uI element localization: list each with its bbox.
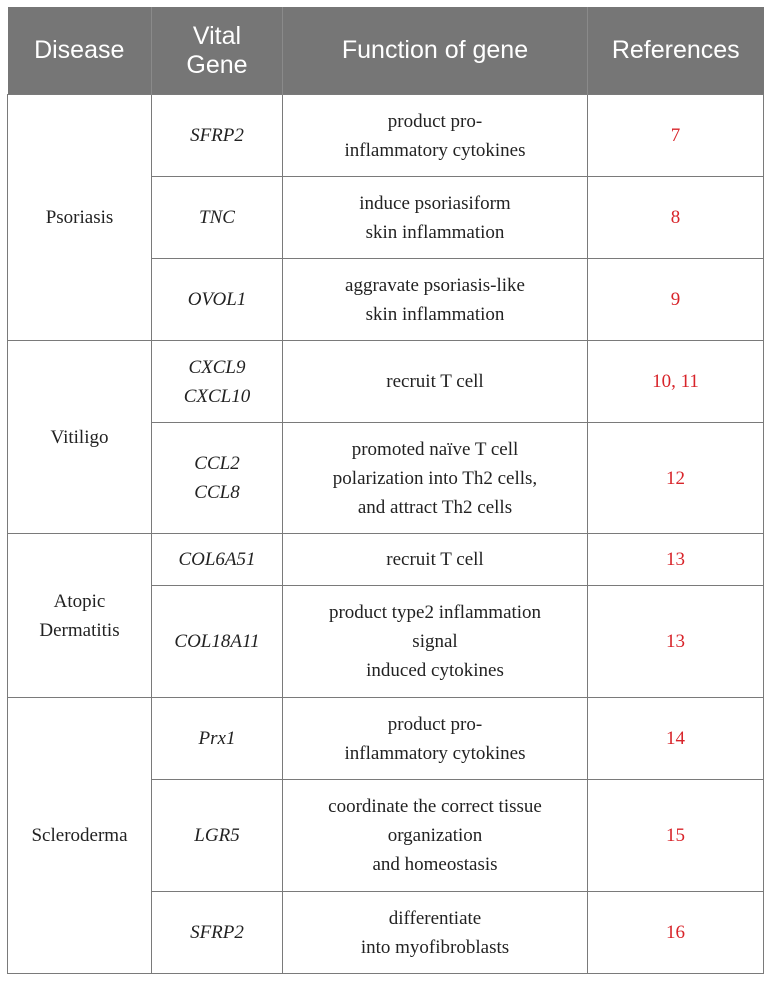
gene-name: COL18A11	[174, 631, 260, 652]
header-function: Function of gene	[283, 7, 588, 95]
header-row	[8, 7, 764, 95]
function-cell	[283, 341, 588, 423]
table-container	[7, 7, 764, 974]
gene-cell	[152, 780, 283, 892]
function-text-line: signal	[412, 631, 458, 652]
header-vital-gene-line: Vital	[192, 21, 242, 50]
table-body	[8, 95, 764, 974]
reference-link[interactable]: 10, 11	[588, 341, 764, 423]
disease-name-line: Atopic	[53, 590, 106, 612]
function-text-line: aggravate psoriasis-like	[345, 274, 525, 296]
disease-name-line: Psoriasis	[45, 207, 114, 228]
gene-cell	[152, 586, 283, 698]
gene-cell	[152, 341, 283, 423]
header-vital-gene	[152, 7, 283, 95]
function-cell	[283, 892, 588, 974]
disease-gene-table	[7, 7, 764, 974]
function-text-line: polarization into Th2 cells,	[332, 467, 538, 489]
function-text-line: inflammatory cytokines	[344, 139, 526, 161]
header-references: References	[588, 7, 764, 95]
function-text-line: inflammatory cytokines	[344, 742, 526, 764]
table-header	[8, 7, 764, 95]
reference-link[interactable]: 9	[588, 259, 764, 341]
function-text-line: recruit T cell	[386, 371, 484, 392]
gene-cell	[152, 95, 283, 177]
function-text-line: and attract Th2 cells	[357, 496, 513, 518]
header-disease: Disease	[8, 7, 152, 95]
function-cell	[283, 95, 588, 177]
function-cell	[283, 534, 588, 586]
table-row	[8, 341, 764, 423]
function-text-line: skin inflammation	[365, 221, 505, 243]
gene-name: LGR5	[194, 825, 240, 846]
function-text-line: coordinate the correct tissue	[328, 796, 542, 817]
disease-cell	[8, 95, 152, 341]
gene-name: CCL8	[194, 482, 240, 503]
gene-name: SFRP2	[190, 922, 244, 943]
gene-cell	[152, 423, 283, 534]
reference-link[interactable]: 12	[588, 423, 764, 534]
reference-link[interactable]: 16	[588, 892, 764, 974]
reference-link[interactable]: 15	[588, 780, 764, 892]
gene-name: CXCL9	[188, 356, 246, 378]
disease-cell	[8, 341, 152, 534]
function-text-line: product pro-	[387, 713, 483, 735]
gene-name: Prx1	[198, 728, 236, 749]
header-vital-gene-line: Gene	[186, 50, 248, 79]
gene-name: OVOL1	[187, 289, 247, 310]
function-text-line: product type2 inflammation	[328, 602, 542, 623]
function-text-line: and homeostasis	[372, 854, 498, 875]
function-text-line: into myofibroblasts	[360, 936, 510, 958]
function-text-line: skin inflammation	[365, 303, 505, 325]
reference-link[interactable]: 13	[588, 586, 764, 698]
reference-link[interactable]: 8	[588, 177, 764, 259]
gene-cell	[152, 259, 283, 341]
disease-name-line: Vitiligo	[50, 426, 109, 448]
function-text-line: recruit T cell	[386, 549, 484, 570]
disease-name-line: Dermatitis	[39, 619, 120, 641]
reference-link[interactable]: 13	[588, 534, 764, 586]
function-text-line: differentiate	[388, 907, 482, 929]
gene-name: COL6A51	[178, 549, 256, 570]
disease-cell	[8, 534, 152, 698]
gene-cell	[152, 892, 283, 974]
table-row	[8, 95, 764, 177]
reference-link[interactable]: 7	[588, 95, 764, 177]
function-text-line: organization	[387, 825, 483, 846]
reference-link[interactable]: 14	[588, 698, 764, 780]
gene-name: CXCL10	[183, 385, 251, 407]
gene-name: TNC	[199, 207, 235, 228]
table-row	[8, 698, 764, 780]
function-cell	[283, 780, 588, 892]
gene-cell	[152, 534, 283, 586]
disease-cell	[8, 698, 152, 974]
function-cell	[283, 259, 588, 341]
gene-cell	[152, 698, 283, 780]
disease-name-line: Scleroderma	[31, 825, 128, 846]
function-text-line: product pro-	[387, 110, 483, 132]
function-cell	[283, 423, 588, 534]
function-text-line: promoted naïve T cell	[351, 438, 519, 460]
gene-cell	[152, 177, 283, 259]
function-cell	[283, 698, 588, 780]
gene-name: CCL2	[194, 453, 240, 474]
function-text-line: induced cytokines	[366, 660, 504, 681]
function-cell	[283, 586, 588, 698]
function-cell	[283, 177, 588, 259]
function-text-line: induce psoriasiform	[359, 192, 511, 214]
table-row	[8, 534, 764, 586]
gene-name: SFRP2	[190, 125, 244, 146]
